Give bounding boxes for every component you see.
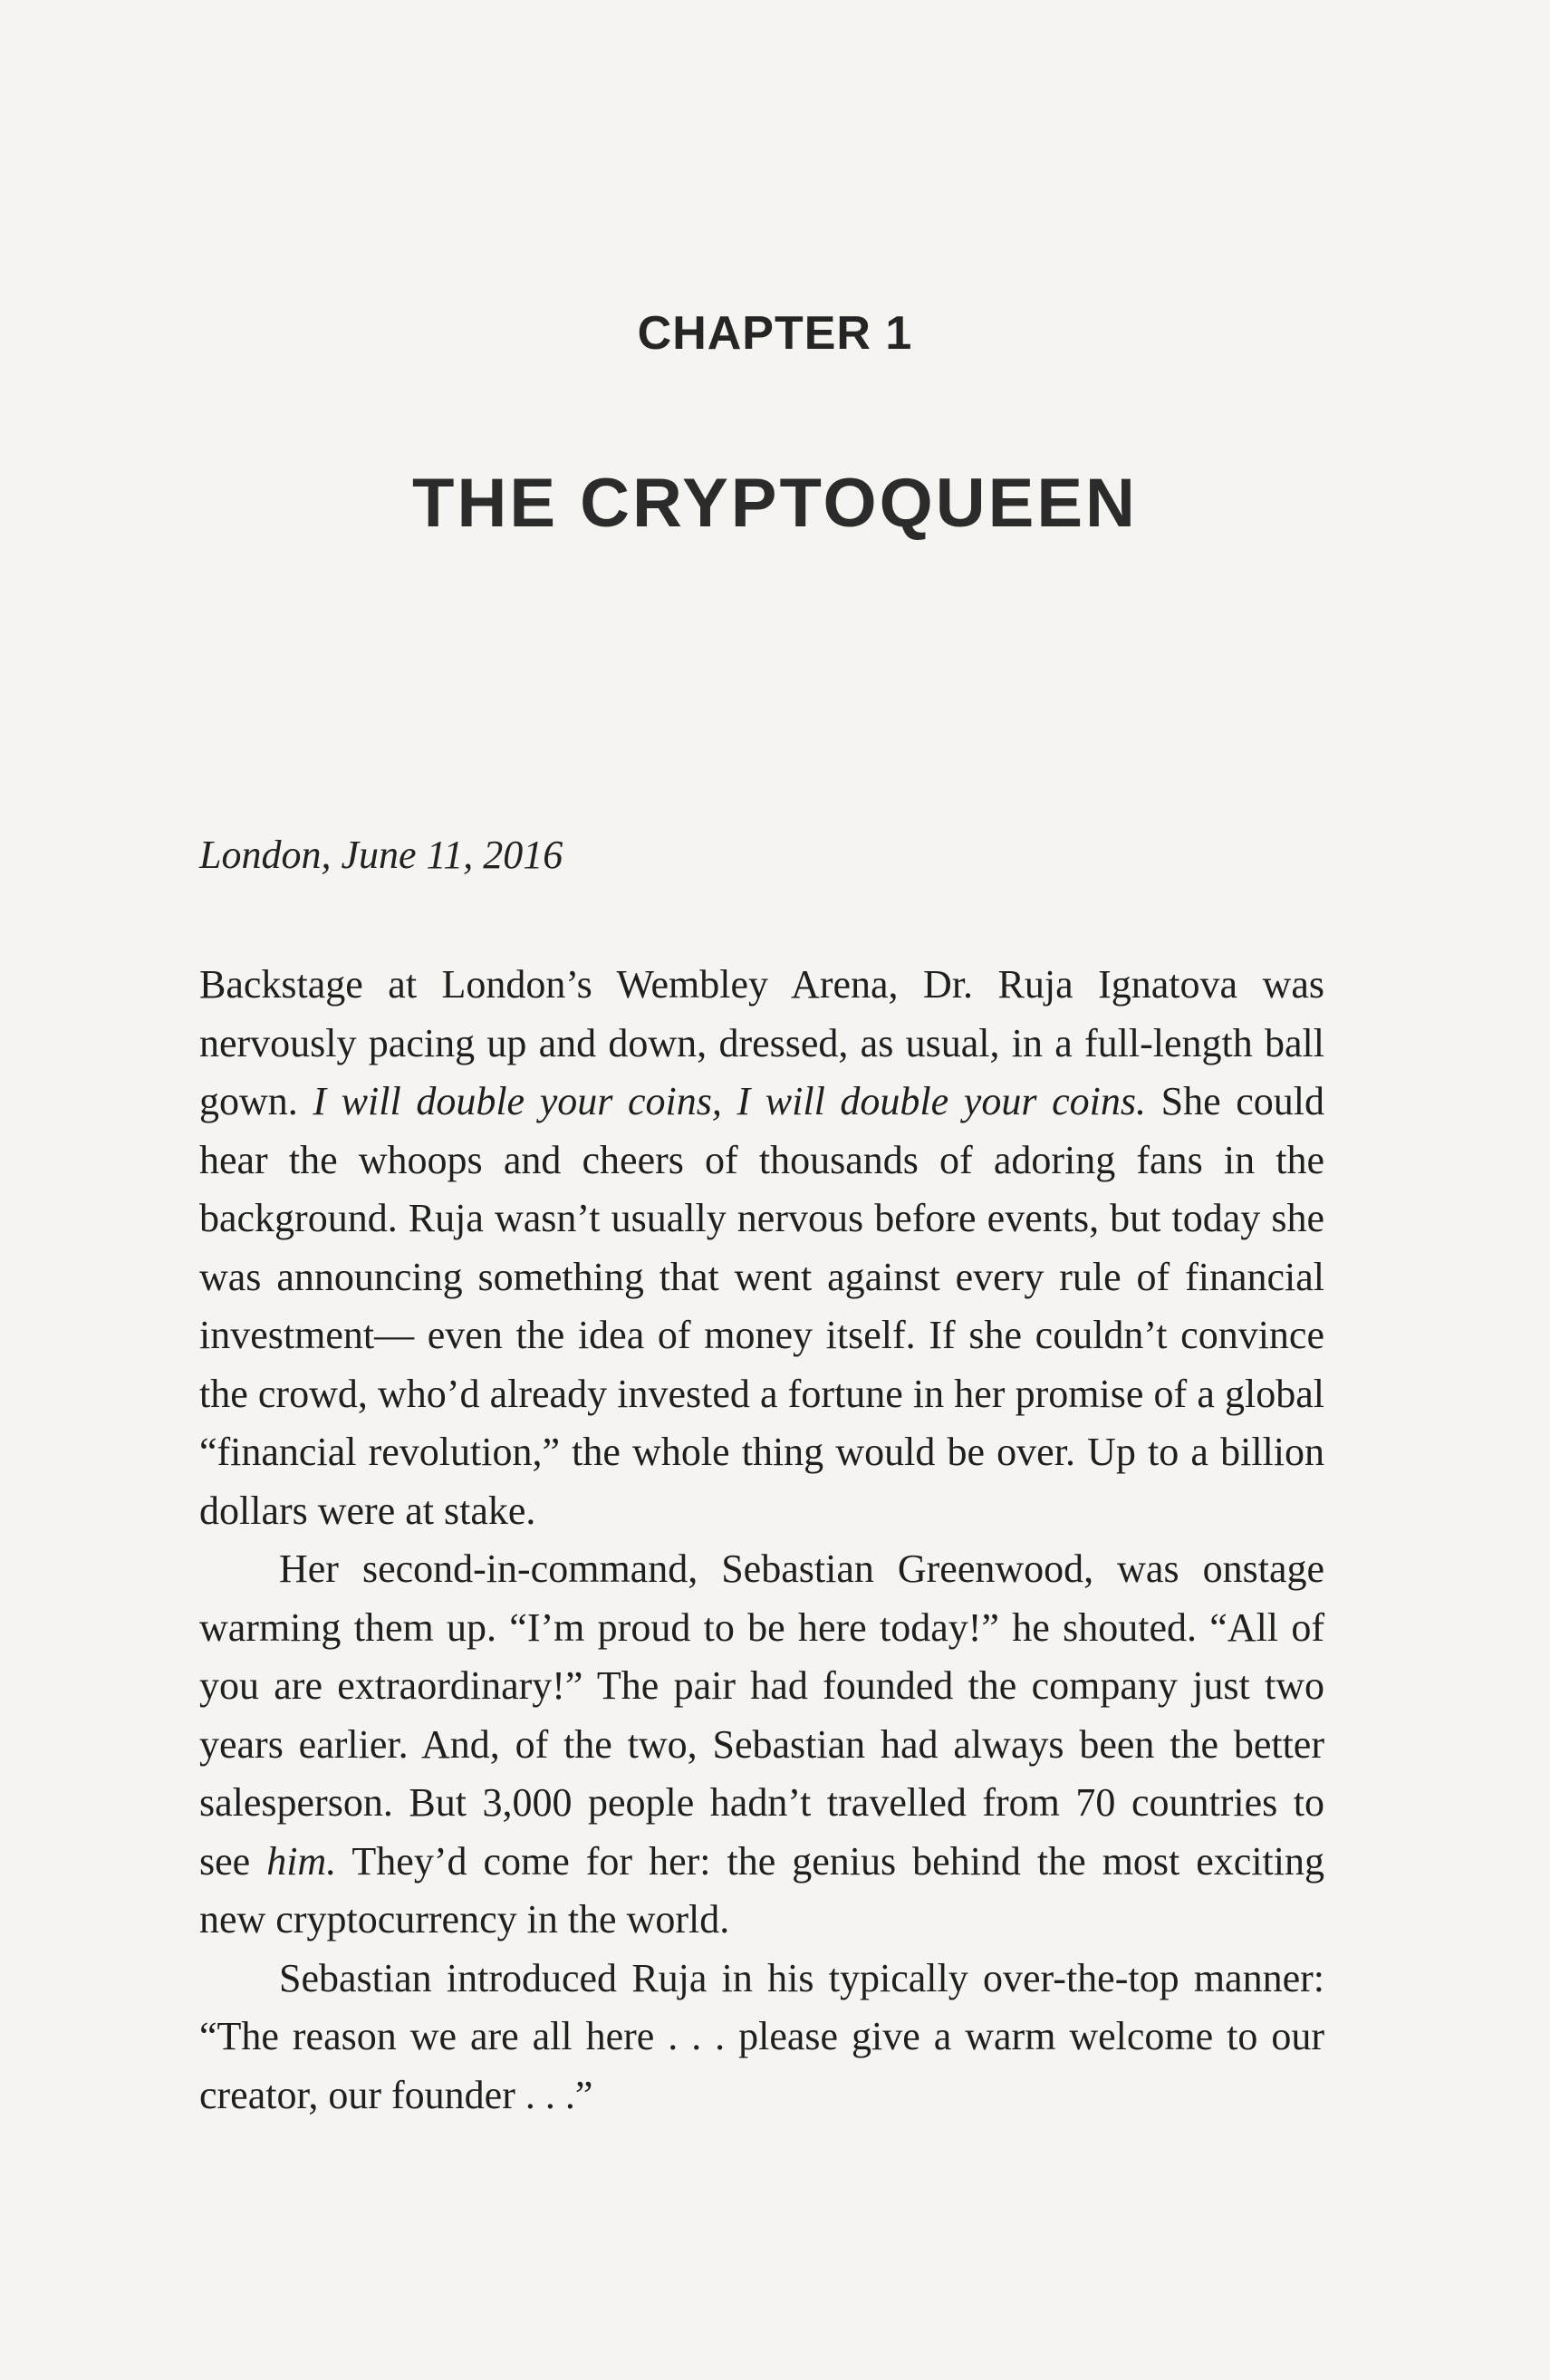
body-text [199, 956, 1324, 2125]
paragraph-1-italic-thought: I will double your coins, I will double your coins. [313, 1079, 1146, 1123]
paragraph-1 [199, 956, 1324, 1540]
paragraph-1-text-start: Backstage at London’s Wembley Arena, Dr. Ruja Ignatova was nervously pacing up and down, dressed, as usual, in a full-length ball gown. [199, 962, 1324, 1123]
paragraph-3: Sebastian introduced Ruja in his typically over-the-top manner: “The reason we are all here . . . please give a warm welcome to our creator, our founder . . .” [199, 1955, 1324, 2117]
paragraph-1-text-end: She could hear the whoops and cheers of thousands of adoring fans in the background. Ruja wasn’t usually nervous before events, but today she was announcing something that went against every rule of financial investment— even the idea of money itself. If she couldn’t convince the crowd, who’d already invested a fortune in her promise of a global “financial revolution,” the whole thing would be over. Up to a billion dollars were at stake. [199, 1079, 1324, 1533]
dateline: London, June 11, 2016 [199, 833, 563, 877]
paragraph-2 [199, 1540, 1324, 1950]
chapter-title: THE CRYPTOQUEEN [412, 465, 1138, 542]
paragraph-2-text-start: Her second-in-command, Sebastian Greenwood, was onstage warming them up. “I’m proud to be here today!” he shouted. “All of you are extraordinary!” The pair had founded the company just two years earlier. And, of the two, Sebastian had always been the better salesperson. But 3,000 people hadn’t travelled from 70 countries to see [199, 1547, 1324, 1884]
chapter-label: CHAPTER 1 [637, 307, 913, 360]
paragraph-2-text-end: They’d come for her: the genius behind the most exciting new cryptocurrency in the world. [199, 1838, 1325, 1942]
paragraph-2-italic-emphasis: him. [266, 1838, 337, 1884]
